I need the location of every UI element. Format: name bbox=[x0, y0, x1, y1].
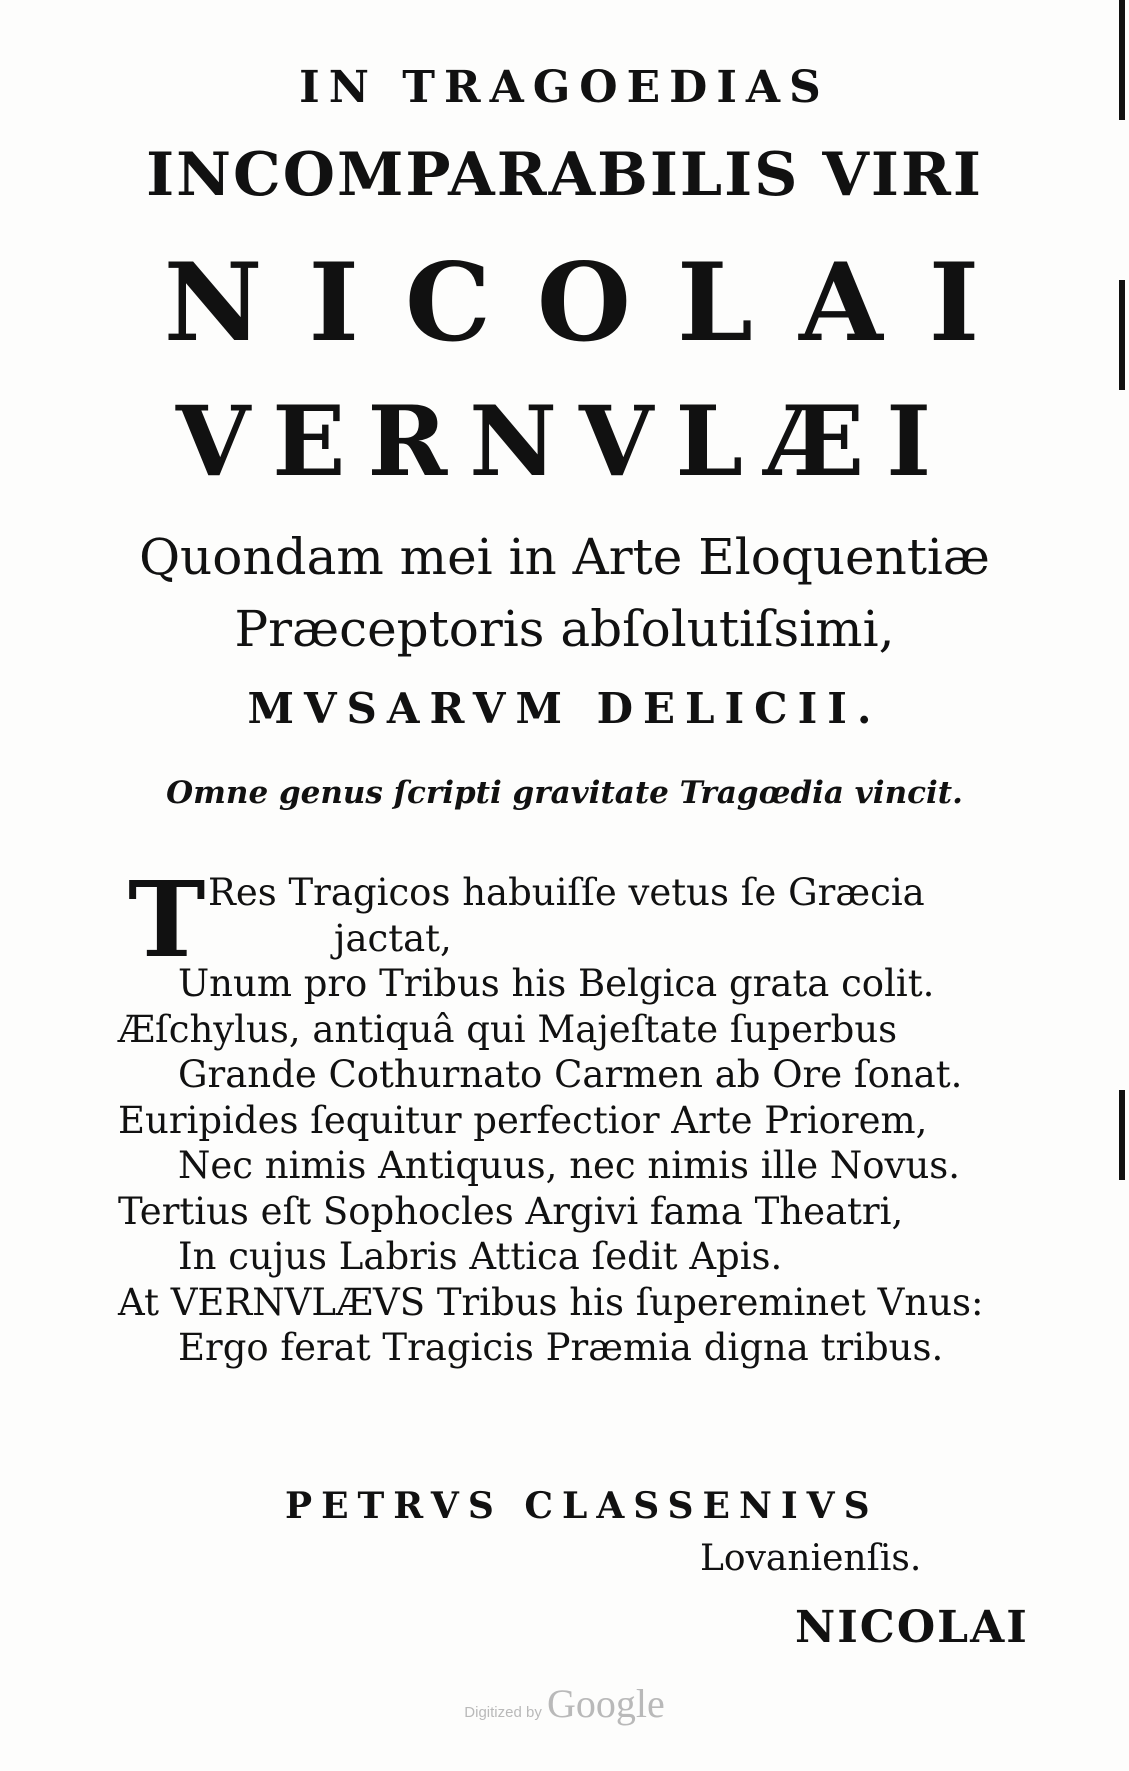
poem-line: Tertius eſt Sophocles Argivi fama Theatri, bbox=[118, 1189, 904, 1233]
title-line-6: Præceptoris abſolutiſsimi, bbox=[234, 600, 895, 658]
author-last-name: VERNVLÆI bbox=[175, 385, 954, 498]
signature-origin: Lovanienſis. bbox=[700, 1538, 922, 1579]
title-line-5: Quondam mei in Arte Eloquentiæ bbox=[139, 528, 990, 586]
drop-cap: T bbox=[128, 858, 206, 981]
poem-line: Æſchylus, antiquâ qui Majeſtate ſuperbus bbox=[118, 1007, 898, 1051]
page-edge-mark bbox=[1119, 1090, 1125, 1180]
signature-name: PETRVS CLASSENIVS bbox=[285, 1485, 879, 1527]
poem bbox=[118, 858, 1038, 1371]
watermark-prefix: Digitized by bbox=[464, 1704, 542, 1721]
poem-line: At VERNVLÆVS Tribus his ſupereminet Vnus: bbox=[118, 1280, 984, 1324]
digitized-watermark bbox=[0, 1680, 1129, 1727]
poem-line: In cujus Labris Attica ſedit Apis. bbox=[178, 1235, 783, 1278]
title-line-1: IN TRAGOEDIAS bbox=[299, 62, 830, 113]
watermark-brand: Google bbox=[546, 1681, 665, 1726]
title-line-2: INCOMPARABILIS VIRI bbox=[146, 140, 983, 210]
poem-line: Grande Cothurnato Carmen ab Ore ſonat. bbox=[178, 1053, 963, 1096]
poem-line: Euripides ſequitur perfectior Arte Priorem, bbox=[118, 1098, 928, 1142]
motto: Omne genus ſcripti gravitate Tragœdia vincit. bbox=[166, 775, 963, 811]
author-first-name: NICOLAI bbox=[163, 240, 1026, 366]
poem-line: Ergo ferat Tragicis Præmia digna tribus. bbox=[178, 1326, 944, 1369]
poem-line: Unum pro Tribus his Belgica grata colit. bbox=[178, 962, 935, 1005]
poem-line: jactat, bbox=[334, 916, 452, 960]
poem-line: Res Tragicos habuiſſe vetus ſe Græcia bbox=[208, 871, 925, 914]
poem-line: Nec nimis Antiquus, nec nimis ille Novus. bbox=[178, 1144, 961, 1187]
catchword: NICOLAI bbox=[795, 1602, 1029, 1653]
title-line-7: MVSARVM DELICII. bbox=[247, 684, 882, 733]
